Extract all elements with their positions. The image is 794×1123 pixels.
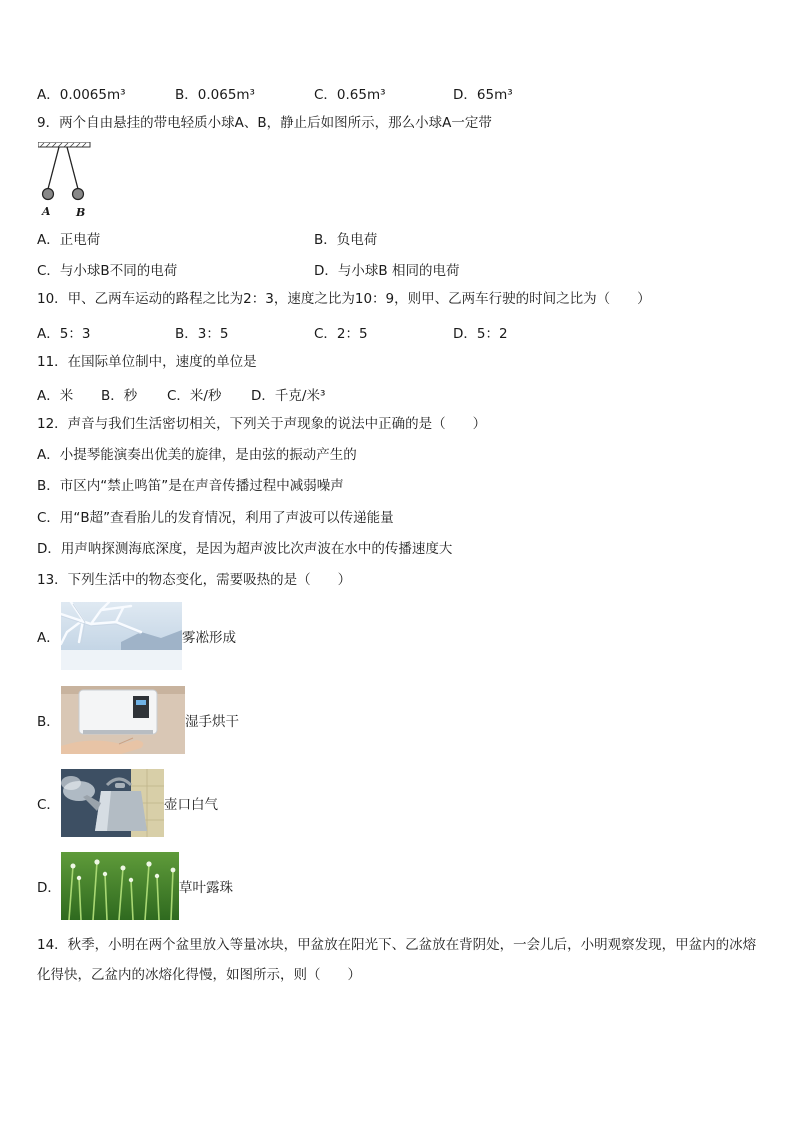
q8-option-c: C．0.65m³ (314, 87, 386, 103)
q9-stem: 9．两个自由悬挂的带电轻质小球A、B，静止后如图所示，那么小球A一定带 (37, 115, 492, 131)
q8-option-b: B．0.065m³ (175, 87, 255, 103)
q9-option-c: C．与小球B不同的电荷 (37, 263, 178, 279)
q11-option-b: B．秒 (101, 388, 138, 404)
q11-option-c: C．米/秒 (167, 388, 222, 404)
q10-stem: 10．甲、乙两车运动的路程之比为2：3，速度之比为10：9，则甲、乙两车行驶的时间之比为（ ） (37, 291, 651, 307)
q13-option-c (37, 769, 337, 839)
dew-on-grass-image (61, 852, 179, 920)
q9-option-d: D．与小球B 相同的电荷 (314, 263, 460, 279)
ball-a-label: A (42, 205, 51, 218)
q13-option-d (37, 852, 337, 922)
q11-option-a: A．米 (37, 388, 74, 404)
q11-stem: 11．在国际单位制中，速度的单位是 (37, 354, 257, 370)
q12-stem: 12．声音与我们生活密切相关，下列关于声现象的说法中正确的是（ ） (37, 416, 487, 432)
q12-option-b: B．市区内“禁止鸣笛”是在声音传播过程中减弱噪声 (37, 478, 344, 494)
q12-option-a: A．小提琴能演奏出优美的旋律，是由弦的振动产生的 (37, 447, 357, 463)
q13-stem: 13．下列生活中的物态变化，需要吸热的是（ ） (37, 572, 352, 588)
q13-option-c-label: C． (37, 797, 60, 813)
q10-option-d: D．5：2 (453, 326, 508, 342)
q8-options (0, 83, 794, 101)
q13-option-b-label: B． (37, 714, 60, 730)
q13-option-b (37, 686, 337, 756)
q11-option-d: D．千克/米³ (251, 388, 326, 404)
q10-option-b: B．3：5 (175, 326, 229, 342)
q12-option-c: C．用“B超”查看胎儿的发育情况，利用了声波可以传递能量 (37, 510, 394, 526)
q10-option-c: C．2：5 (314, 326, 368, 342)
steaming-kettle-image (61, 769, 164, 837)
q13-option-c-caption: 壶口白气 (164, 797, 218, 813)
q13-option-a-label: A． (37, 630, 60, 646)
q8-option-d: D．65m³ (453, 87, 513, 103)
q13-option-d-caption: 草叶露珠 (179, 880, 233, 896)
q8-option-a: A．0.0065m³ (37, 87, 126, 103)
q14-stem: 14．秋季，小明在两个盆里放入等量冰块，甲盆放在阳光下、乙盆放在背阴处，一会儿后，小明观察发现，甲盆内的冰熔化得快，乙盆内的冰熔化得慢，如图所示，则（ ） (37, 937, 757, 983)
q12-option-d: D．用声呐探测海底深度，是因为超声波比次声波在水中的传播速度大 (37, 541, 453, 557)
q9-option-a: A．正电荷 (37, 232, 101, 248)
q10-option-a: A．5：3 (37, 326, 91, 342)
q13-option-a-caption: 雾凇形成 (182, 630, 236, 646)
q9-option-b: B．负电荷 (314, 232, 378, 248)
q13-option-d-label: D． (37, 880, 61, 896)
q13-option-a (37, 602, 337, 672)
q9-figure (38, 142, 92, 222)
hand-dryer-image (61, 686, 185, 754)
q13-option-b-caption: 湿手烘干 (185, 714, 239, 730)
ball-b-label: B (76, 206, 86, 219)
frost-branches-image (61, 602, 182, 670)
